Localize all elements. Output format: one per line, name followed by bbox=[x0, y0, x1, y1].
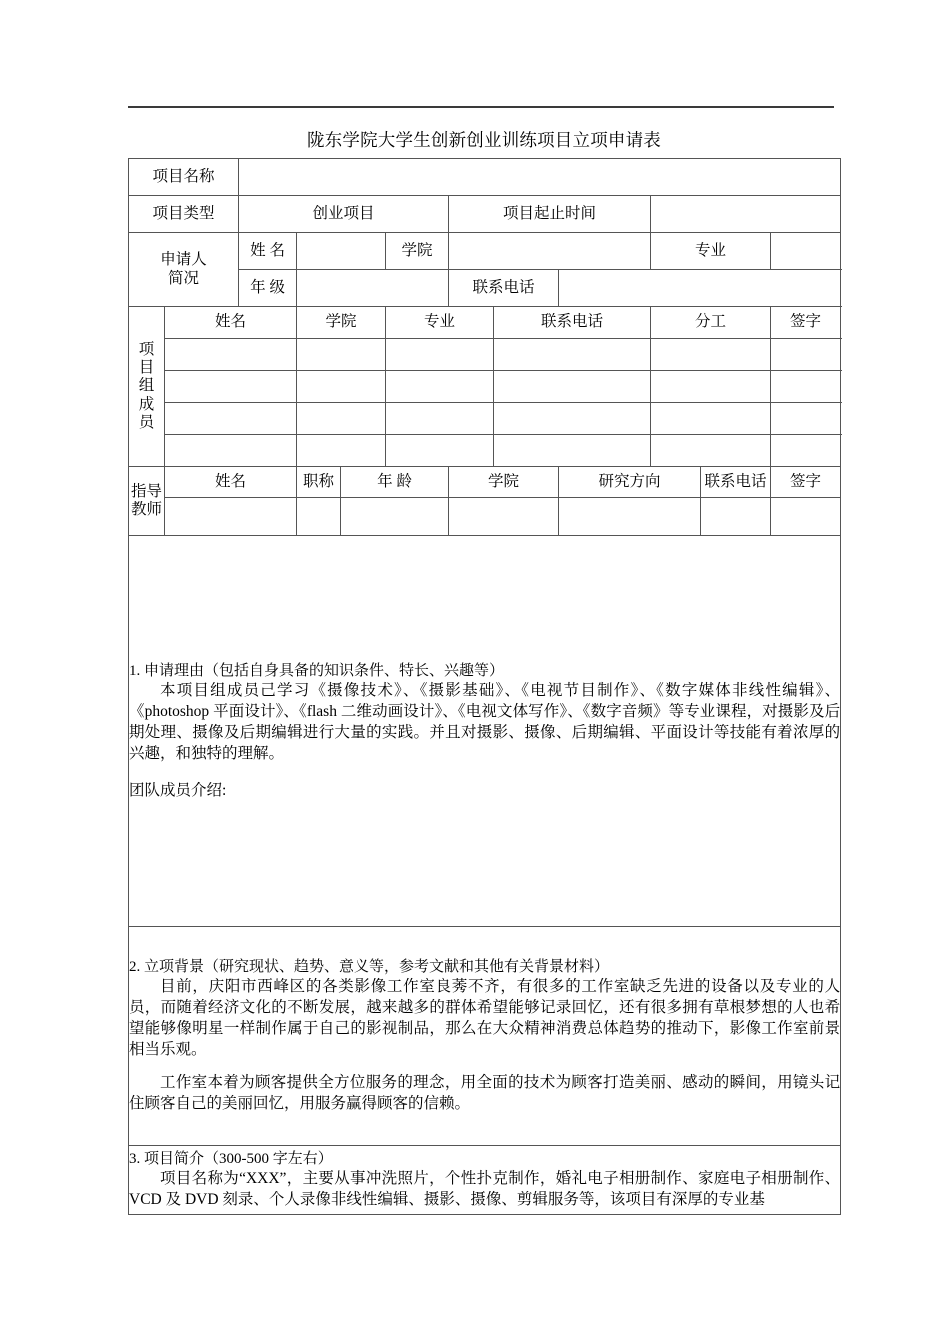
section-1-paragraph-2: 团队成员介绍: bbox=[129, 781, 227, 799]
member-cell-major[interactable] bbox=[386, 403, 494, 435]
advisor-col-research: 研究方向 bbox=[559, 467, 701, 498]
member-cell-college[interactable] bbox=[297, 339, 386, 371]
row-section-1 bbox=[129, 536, 841, 927]
members-col-name: 姓名 bbox=[165, 307, 297, 339]
advisor-col-phone: 联系电话 bbox=[701, 467, 771, 498]
section-2-heading: 2. 立项背景（研究现状、趋势、意义等，参考文献和其他有关背景材料） bbox=[129, 959, 610, 976]
applicant-grade-label: 年 级 bbox=[239, 270, 297, 307]
row-members-header bbox=[129, 307, 841, 339]
row-section-2 bbox=[129, 927, 841, 1146]
members-label-char-2: 组 bbox=[138, 377, 155, 395]
section-1-heading: 1. 申请理由（包括自身具备的知识条件、特长、兴趣等） bbox=[129, 662, 505, 679]
member-cell-signature[interactable] bbox=[771, 371, 841, 403]
member-cell-phone[interactable] bbox=[494, 371, 651, 403]
table-row bbox=[129, 371, 841, 403]
member-cell-signature[interactable] bbox=[771, 435, 841, 467]
page-title: 陇东学院大学生创新创业训练项目立项申请表 bbox=[307, 130, 661, 150]
applicant-name-value[interactable] bbox=[297, 233, 386, 270]
advisor-cell-research[interactable] bbox=[559, 498, 701, 536]
applicant-label-line2: 简况 bbox=[168, 269, 200, 287]
advisor-cell-signature[interactable] bbox=[771, 498, 841, 536]
section-3-heading: 3. 项目简介（300-500 字左右） bbox=[129, 1150, 333, 1167]
member-cell-role[interactable] bbox=[651, 435, 771, 467]
project-name-label: 项目名称 bbox=[129, 159, 239, 196]
table-row bbox=[129, 435, 841, 467]
row-project-type bbox=[129, 196, 841, 233]
members-label bbox=[129, 307, 165, 467]
member-cell-college[interactable] bbox=[297, 371, 386, 403]
applicant-grade-value[interactable] bbox=[297, 270, 449, 307]
member-cell-signature[interactable] bbox=[771, 339, 841, 371]
advisor-col-age: 年 龄 bbox=[341, 467, 449, 498]
applicant-college-label: 学院 bbox=[386, 233, 449, 270]
row-advisor-header bbox=[129, 467, 841, 498]
members-label-char-0: 项 bbox=[138, 340, 155, 358]
advisor-cell-college[interactable] bbox=[449, 498, 559, 536]
table-row bbox=[129, 403, 841, 435]
project-name-value[interactable] bbox=[239, 159, 841, 196]
members-col-signature: 签字 bbox=[771, 307, 841, 339]
member-cell-signature[interactable] bbox=[771, 403, 841, 435]
members-label-char-1: 目 bbox=[138, 359, 155, 377]
member-cell-major[interactable] bbox=[386, 339, 494, 371]
advisor-cell-title[interactable] bbox=[297, 498, 341, 536]
member-cell-college[interactable] bbox=[297, 435, 386, 467]
members-col-college: 学院 bbox=[297, 307, 386, 339]
member-cell-role[interactable] bbox=[651, 371, 771, 403]
section-2-paragraph-2: 工作室本着为顾客提供全方位服务的理念，用全面的技术为顾客打造美丽、感动的瞬间，用镜头记住顾客自己的美丽回忆，用服务赢得顾客的信赖。 bbox=[129, 1074, 841, 1112]
table-row bbox=[129, 498, 841, 536]
members-col-phone: 联系电话 bbox=[494, 307, 651, 339]
table-row bbox=[129, 339, 841, 371]
member-cell-college[interactable] bbox=[297, 403, 386, 435]
row-section-3 bbox=[129, 1146, 841, 1215]
members-col-role: 分工 bbox=[651, 307, 771, 339]
advisor-cell-age[interactable] bbox=[341, 498, 449, 536]
project-period-label: 项目起止时间 bbox=[449, 196, 651, 233]
section-2-paragraph-1: 目前，庆阳市西峰区的各类影像工作室良莠不齐，有很多的工作室缺乏先进的设备以及专业的人员，而随着经济文化的不断发展，越来越多的群体希望能够记录回忆，还有很多拥有草根梦想的人也希望能够像明星一样制作属于自己的影视制品，那么在大众精神消费总体趋势的推动下，影像工作室前景相当乐观。 bbox=[129, 978, 841, 1059]
section-1-cell[interactable] bbox=[129, 536, 841, 927]
member-cell-major[interactable] bbox=[386, 435, 494, 467]
applicant-phone-label: 联系电话 bbox=[449, 270, 559, 307]
member-cell-phone[interactable] bbox=[494, 435, 651, 467]
project-type-value[interactable]: 创业项目 bbox=[239, 196, 449, 233]
member-cell-phone[interactable] bbox=[494, 403, 651, 435]
row-applicant-1 bbox=[129, 233, 841, 270]
advisor-col-college: 学院 bbox=[449, 467, 559, 498]
advisor-cell-phone[interactable] bbox=[701, 498, 771, 536]
member-cell-phone[interactable] bbox=[494, 339, 651, 371]
header-rule bbox=[128, 106, 834, 108]
advisor-col-signature: 签字 bbox=[771, 467, 841, 498]
applicant-label bbox=[129, 233, 239, 307]
applicant-phone-value[interactable] bbox=[559, 270, 841, 307]
member-cell-name[interactable] bbox=[165, 339, 297, 371]
applicant-college-value[interactable] bbox=[449, 233, 651, 270]
applicant-name-label: 姓 名 bbox=[239, 233, 297, 270]
application-form-table bbox=[128, 158, 841, 1215]
project-period-value[interactable] bbox=[651, 196, 841, 233]
member-cell-name[interactable] bbox=[165, 403, 297, 435]
section-2-cell[interactable] bbox=[129, 927, 841, 1146]
applicant-major-value[interactable] bbox=[771, 233, 841, 270]
member-cell-role[interactable] bbox=[651, 339, 771, 371]
member-cell-name[interactable] bbox=[165, 435, 297, 467]
row-project-name bbox=[129, 159, 841, 196]
members-label-char-4: 员 bbox=[138, 413, 155, 431]
members-col-major: 专业 bbox=[386, 307, 494, 339]
advisor-cell-name[interactable] bbox=[165, 498, 297, 536]
section-1-paragraph-1: 本项目组成员己学习《摄像技术》、《摄影基础》、《电视节目制作》、《数字媒体非线性编辑》、《photoshop 平面设计》、《flash 二维动画设计》、《电视文体写作》、《数字音频》等专业课程，对摄影及后期处理、摄像及后期编辑进行大量的实践。并且对摄影、摄像、后期编辑、平面设计等技能有着浓厚的兴趣，和独特的理解。 bbox=[129, 681, 841, 762]
section-3-cell[interactable] bbox=[129, 1146, 841, 1215]
member-cell-role[interactable] bbox=[651, 403, 771, 435]
member-cell-major[interactable] bbox=[386, 371, 494, 403]
advisor-col-title: 职称 bbox=[297, 467, 341, 498]
advisor-col-name: 姓名 bbox=[165, 467, 297, 498]
members-label-char-3: 成 bbox=[138, 395, 155, 413]
project-type-label: 项目类型 bbox=[129, 196, 239, 233]
applicant-major-label: 专业 bbox=[651, 233, 771, 270]
member-cell-name[interactable] bbox=[165, 371, 297, 403]
advisor-label bbox=[129, 467, 165, 536]
section-3-paragraph-1: 项目名称为“XXX”，主要从事冲洗照片，个性扑克制作，婚礼电子相册制作、家庭电子相册制作、VCD 及 DVD 刻录、个人录像非线性编辑、摄影、摄像、剪辑服务等，该项目有深厚的专业基 bbox=[129, 1170, 841, 1209]
advisor-label-line2: 教师 bbox=[130, 501, 162, 518]
advisor-label-line1: 指导 bbox=[130, 482, 162, 500]
applicant-label-line1: 申请人 bbox=[160, 251, 207, 269]
